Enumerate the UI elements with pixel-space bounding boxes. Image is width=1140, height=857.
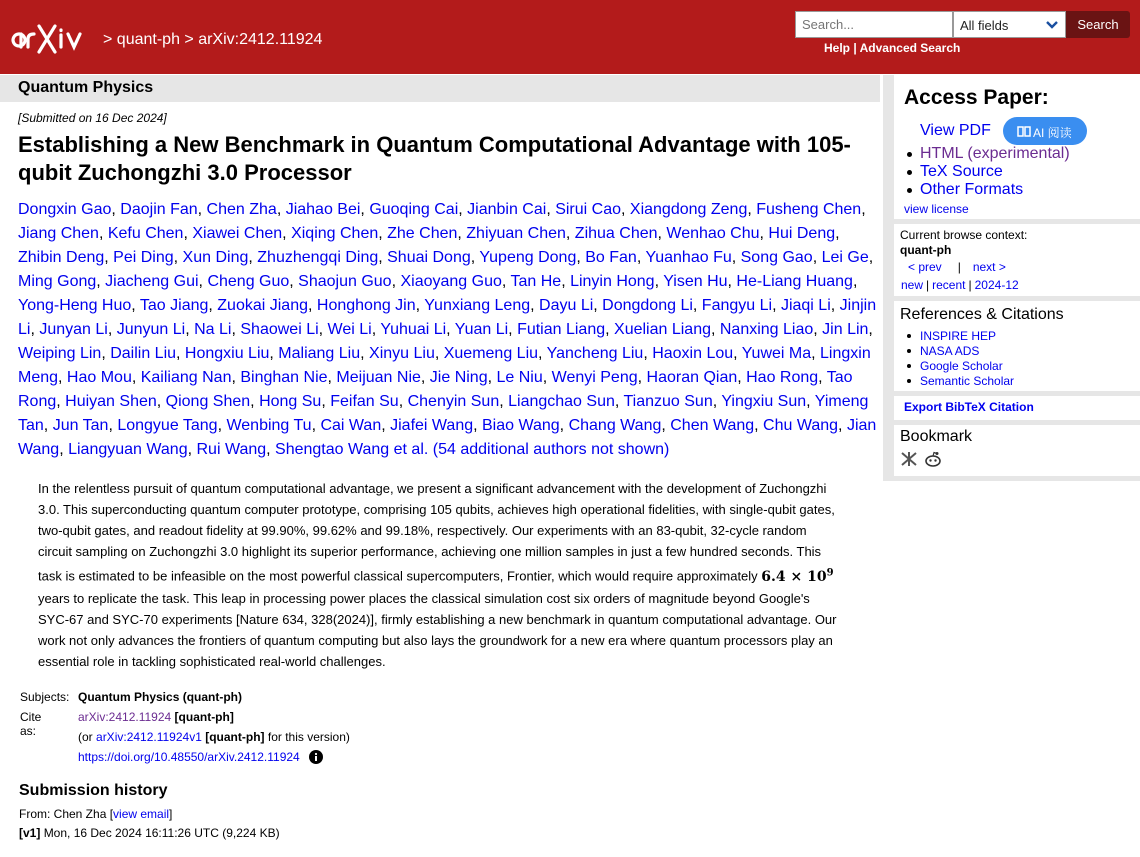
submitter: From: Chen Zha [view email] [19, 807, 173, 821]
author-link[interactable]: Hong Su [259, 393, 322, 410]
author-link[interactable]: Dongxin Gao [18, 201, 112, 218]
author-link[interactable]: Yuhuai Li [380, 321, 447, 338]
author-link[interactable]: Pei Ding [113, 249, 174, 266]
author-link[interactable]: Shuai Dong [387, 249, 471, 266]
author-link[interactable]: Yingxiu Sun [721, 393, 807, 410]
recent-link[interactable]: recent [932, 278, 966, 292]
subject-heading: Quantum Physics [18, 79, 154, 96]
author-link[interactable]: Futian Liang [517, 321, 606, 338]
info-icon[interactable] [309, 750, 323, 764]
book-icon [1017, 125, 1031, 137]
version-v1: [v1] Mon, 16 Dec 2024 16:11:26 UTC (9,224 KB) [19, 826, 280, 840]
author-link[interactable]: Xuelian Liang [614, 321, 711, 338]
author-link[interactable]: Xun Ding [182, 249, 249, 266]
breadcrumb-paper-id: arXiv:2412.11924 [198, 31, 323, 48]
abstract-text-2: years to replicate the task. This leap in processing power places the classical simulation cost six orders of magnitude beyond Google's SYC-67 and SYC-70 experiments [Nature 634, 328(2024)], firmly establishing a new benchmark in quantum computational advantage. Our work not only advances the frontiers of quantum computing but also lays the groundwork for a new era where quantum processors play an essential role in tackling sophisticated real-world challenges. [38, 590, 837, 669]
cite-version-link[interactable]: arXiv:2412.11924v1 [96, 730, 202, 744]
author-link[interactable]: Xiawei Chen [192, 225, 283, 242]
author-link[interactable]: Chen Zha [206, 201, 277, 218]
context-label: Current browse context: [900, 228, 1028, 242]
author-link[interactable]: Tianzuo Sun [623, 393, 713, 410]
breadcrumb: > quant-ph > arXiv:2412.11924 [103, 31, 323, 48]
subject-bar [0, 75, 880, 102]
author-link[interactable]: Lei Ge [821, 249, 869, 266]
author-link[interactable]: Jinjin Li [18, 297, 877, 338]
author-link[interactable]: Zhuzhengqi Ding [257, 249, 379, 266]
advanced-search-link[interactable]: Advanced Search [859, 41, 961, 55]
google-scholar-link[interactable]: Google Scholar [920, 359, 1003, 373]
author-link[interactable]: Yong-Heng Huo [18, 297, 132, 314]
format-list [920, 145, 1070, 199]
author-link[interactable]: Yuan Li [454, 321, 509, 338]
author-link[interactable]: Dayu Li [539, 297, 594, 314]
author-link[interactable]: Daojin Fan [120, 201, 198, 218]
author-link[interactable]: Junyun Li [116, 321, 186, 338]
export-bibtex-link[interactable]: Export BibTeX Citation [904, 400, 1034, 414]
cite-id-link[interactable]: arXiv:2412.11924 [78, 710, 172, 724]
author-link[interactable]: Yimeng Tan [18, 393, 869, 434]
author-link[interactable]: Bo Fan [585, 249, 637, 266]
tex-source-link[interactable]: TeX Source [920, 163, 1003, 180]
author-link[interactable]: He-Liang Huang [736, 273, 853, 290]
author-link[interactable]: Haoran Qian [646, 369, 738, 386]
paper-title: Establishing a New Benchmark in Quantum Computational Advantage with 105-qubit Zuchongzhi 3.0 Processor [18, 132, 851, 185]
author-link[interactable]: Zhe Chen [387, 225, 458, 242]
author-list: Dongxin Gao, Daojin Fan, Chen Zha, Jiahao Bei, Guoqing Cai, Jianbin Cai, Sirui Cao, Xiangdong Zeng, Fusheng Chen, Jiang Chen, Kefu Chen, Xiawei Chen, Xiqing Chen, Zhe Chen, Zhiyuan Chen, Zihua Chen, Wenhao Chu, Hui Deng, Zhibin Deng, Pei Ding, Xun Ding, Zhuzhengqi Ding, Shuai Dong, Yupeng Dong, Bo Fan, Yuanhao Fu, Song Gao, Lei Ge, Ming Gong, Jiacheng Gui, Cheng Guo, Shaojun Guo, Xiaoyang Guo, Tan He, Linyin Hong, Yisen Hu, He-Liang Huang, Yong-Heng Huo, Tao Jiang, Zuokai Jiang, Honghong Jin, Yunxiang Leng, Dayu Li, Dongdong Li, Fangyu Li, Jiaqi Li, Jinjin Li, Junyan Li, Junyun Li, Na Li, Shaowei Li, Wei Li, Yuhuai Li, Yuan Li, Futian Liang, Xuelian Liang, Nanxing Liao, Jin Lin, Weiping Lin, Dailin Liu, Hongxiu Liu, Maliang Liu, Xinyu Liu, Xuemeng Liu, Yancheng Liu, Haoxin Lou, Yuwei Ma, Lingxin Meng, Hao Mou, Kailiang Nan, Binghan Nie, Meijuan Nie, Jie Ning, Le Niu, Wenyi Peng, Haoran Qian, Hao Rong, Tao Rong, Huiyan Shen, Qiong Shen, Hong Su, Feifan Su, Chenyin Sun, Liangchao Sun, Tianzuo Sun, Yingxiu Sun, Yimeng Tan, Jun Tan, Longyue Tang, Wenbing Tu, Cai Wan, Jiafei Wang, Biao Wang, Chang Wang, Chen Wang, Chu Wang, Jian Wang, Liangyuan Wang, Rui Wang, Shengtao Wang et al. (54 additional authors not shown) [18, 201, 877, 458]
author-link[interactable]: Dongdong Li [602, 297, 693, 314]
author-link[interactable]: Chen Wang [670, 417, 755, 434]
chevron-down-icon [1046, 21, 1058, 29]
author-link[interactable]: Le Niu [496, 369, 543, 386]
author-link[interactable]: Xiqing Chen [291, 225, 379, 242]
author-link[interactable]: Shengtao Wang et al. (54 additional authors not shown) [275, 441, 670, 458]
author-link[interactable]: Qiong Shen [165, 393, 251, 410]
view-license-link[interactable]: view license [904, 202, 969, 216]
subjects-value: Quantum Physics (quant-ph) [78, 690, 243, 704]
author-link[interactable]: Zhiyuan Chen [466, 225, 566, 242]
author-link[interactable]: Chenyin Sun [407, 393, 500, 410]
author-link[interactable]: Tao Rong [18, 369, 853, 410]
author-link[interactable]: Cheng Guo [207, 273, 290, 290]
author-link[interactable]: Lingxin Meng [18, 345, 871, 386]
author-link[interactable]: Fangyu Li [701, 297, 773, 314]
references-list [920, 329, 1014, 389]
submission-history-heading: Submission history [19, 782, 168, 799]
month-link[interactable]: 2024-12 [974, 278, 1019, 292]
author-link[interactable]: Na Li [194, 321, 232, 338]
access-paper-heading: Access Paper: [904, 86, 1049, 109]
html-link[interactable]: HTML (experimental) [920, 145, 1070, 162]
author-link[interactable]: Yupeng Dong [479, 249, 577, 266]
author-link[interactable]: Kefu Chen [107, 225, 184, 242]
author-link[interactable]: Feifan Su [330, 393, 399, 410]
author-link[interactable]: Yisen Hu [663, 273, 728, 290]
author-link[interactable]: Yancheng Liu [546, 345, 644, 362]
bookmark-icons [900, 451, 942, 472]
author-link[interactable]: Xiaoyang Guo [400, 273, 502, 290]
author-link[interactable]: Song Gao [740, 249, 813, 266]
ai-read-button[interactable] [1003, 117, 1087, 145]
author-link[interactable]: Jiahao Bei [285, 201, 361, 218]
author-link[interactable]: Jin Lin [822, 321, 869, 338]
author-link[interactable]: Wei Li [327, 321, 372, 338]
author-link[interactable]: Wenhao Chu [666, 225, 760, 242]
author-link[interactable]: Zhibin Deng [18, 249, 105, 266]
author-link[interactable]: Huiyan Shen [65, 393, 157, 410]
author-link[interactable]: Jiaqi Li [780, 297, 831, 314]
arxiv-logo[interactable] [8, 21, 100, 55]
new-link[interactable]: new [901, 278, 924, 292]
author-link[interactable]: Tao Jiang [139, 297, 209, 314]
submission-dateline: [Submitted on 16 Dec 2024] [18, 111, 167, 125]
author-link[interactable]: Zihua Chen [574, 225, 658, 242]
semantic-scholar-link[interactable]: Semantic Scholar [920, 374, 1015, 388]
abstract [38, 478, 838, 672]
help-link[interactable]: Help [824, 41, 851, 55]
author-link[interactable]: Hao Mou [66, 369, 132, 386]
author-link[interactable]: Rui Wang [196, 441, 267, 458]
author-link[interactable]: Shaowei Li [240, 321, 319, 338]
author-link[interactable]: Jian Wang [18, 417, 877, 458]
author-link[interactable]: Xinyu Liu [369, 345, 435, 362]
author-link[interactable]: Weiping Lin [18, 345, 102, 362]
search-field-select[interactable] [953, 11, 1066, 38]
author-link[interactable]: Chu Wang [763, 417, 839, 434]
prev-link[interactable]: < prev [908, 260, 942, 274]
author-link[interactable]: Linyin Hong [570, 273, 655, 290]
site-header [0, 0, 1140, 74]
author-link[interactable]: Xuemeng Liu [443, 345, 539, 362]
doi-link[interactable]: https://doi.org/10.48550/arXiv.2412.11924 [78, 750, 300, 764]
author-link[interactable]: Chang Wang [568, 417, 662, 434]
author-link[interactable]: Cai Wan [320, 417, 382, 434]
author-link[interactable]: Tan He [510, 273, 562, 290]
abstract-text-1: In the relentless pursuit of quantum computational advantage, we present a significant advancement with the development of Zuchongzhi 3.0. This superconducting quantum computer prototype, comprising 105 qubits, achieves high operational fidelities, with single-qubit gates, two-qubit gates, and readout fidelity at 99.90%, 99.62% and 99.18%, respectively. Our experiments with an 83-qubit, 32-cycle random circuit sampling on Zuchongzhi 3.0 highlight its superior performance, achieving one million samples in just a few hundred seconds. This task is estimated to be infeasible on the most powerful classical supercomputers, Frontier, which would require approximately [38, 481, 835, 584]
bookmark-heading: Bookmark [900, 428, 973, 445]
author-link[interactable]: Hao Rong [746, 369, 819, 386]
author-link[interactable]: Hongxiu Liu [184, 345, 270, 362]
context-category: quant-ph [900, 243, 952, 257]
author-link[interactable]: Fusheng Chen [756, 201, 862, 218]
author-link[interactable]: Kailiang Nan [140, 369, 232, 386]
next-link[interactable]: next > [972, 260, 1006, 274]
author-link[interactable]: Yuanhao Fu [645, 249, 732, 266]
reddit-icon[interactable] [924, 451, 942, 467]
cite-label: Cite as: [20, 710, 42, 738]
author-link[interactable]: Junyan Li [39, 321, 108, 338]
author-link[interactable]: Xiangdong Zeng [629, 201, 748, 218]
author-link[interactable]: Ming Gong [18, 273, 97, 290]
author-link[interactable]: Yuwei Ma [741, 345, 812, 362]
author-link[interactable]: Wenbing Tu [226, 417, 312, 434]
context-nav: < prev | next > [908, 260, 1006, 274]
view-pdf-link[interactable]: View PDF [920, 122, 991, 139]
view-email-link[interactable]: view email [113, 807, 170, 821]
author-link[interactable]: Jun Tan [52, 417, 109, 434]
breadcrumb-category[interactable]: quant-ph [116, 31, 180, 48]
author-link[interactable]: Jie Ning [429, 369, 488, 386]
author-link[interactable]: Sirui Cao [555, 201, 622, 218]
header-links: Help | Advanced Search [824, 41, 961, 55]
author-link[interactable]: Honghong Jin [316, 297, 416, 314]
author-link[interactable]: Guoqing Cai [369, 201, 459, 218]
author-link[interactable]: Jiafei Wang [390, 417, 474, 434]
bibsonomy-icon[interactable] [900, 451, 918, 467]
context-links: new | recent | 2024-12 [901, 278, 1019, 292]
ai-read-label: AI 阅读 [1033, 126, 1072, 140]
abstract-math: $6.4 \times 10^9$ [761, 567, 834, 585]
references-heading: References & Citations [900, 306, 1064, 323]
inspire-link[interactable]: INSPIRE HEP [920, 329, 997, 343]
author-link[interactable]: Shaojun Guo [298, 273, 392, 290]
author-link[interactable]: Meijuan Nie [336, 369, 421, 386]
search-input[interactable] [795, 11, 953, 38]
search-button[interactable]: Search [1066, 11, 1130, 38]
author-link[interactable]: Wenyi Peng [551, 369, 638, 386]
search-field-value: All fields [960, 18, 1009, 33]
author-link[interactable]: Zuokai Jiang [217, 297, 308, 314]
author-link[interactable]: Dailin Liu [110, 345, 177, 362]
author-link[interactable]: Haoxin Lou [652, 345, 734, 362]
author-link[interactable]: Hui Deng [768, 225, 836, 242]
author-link[interactable]: Maliang Liu [278, 345, 361, 362]
author-link[interactable]: Jiang Chen [18, 225, 99, 242]
subjects-label: Subjects: [20, 690, 70, 704]
author-link[interactable]: Longyue Tang [117, 417, 218, 434]
author-link[interactable]: Biao Wang [482, 417, 560, 434]
other-formats-link[interactable]: Other Formats [920, 181, 1024, 198]
author-link[interactable]: Jianbin Cai [467, 201, 547, 218]
cite-category: [quant-ph] [174, 710, 234, 724]
author-link[interactable]: Nanxing Liao [719, 321, 814, 338]
author-link[interactable]: Liangchao Sun [508, 393, 615, 410]
author-link[interactable]: Yunxiang Leng [424, 297, 531, 314]
author-link[interactable]: Jiacheng Gui [105, 273, 199, 290]
nasa-ads-link[interactable]: NASA ADS [920, 344, 980, 358]
author-link[interactable]: Liangyuan Wang [68, 441, 188, 458]
author-link[interactable]: Binghan Nie [240, 369, 328, 386]
